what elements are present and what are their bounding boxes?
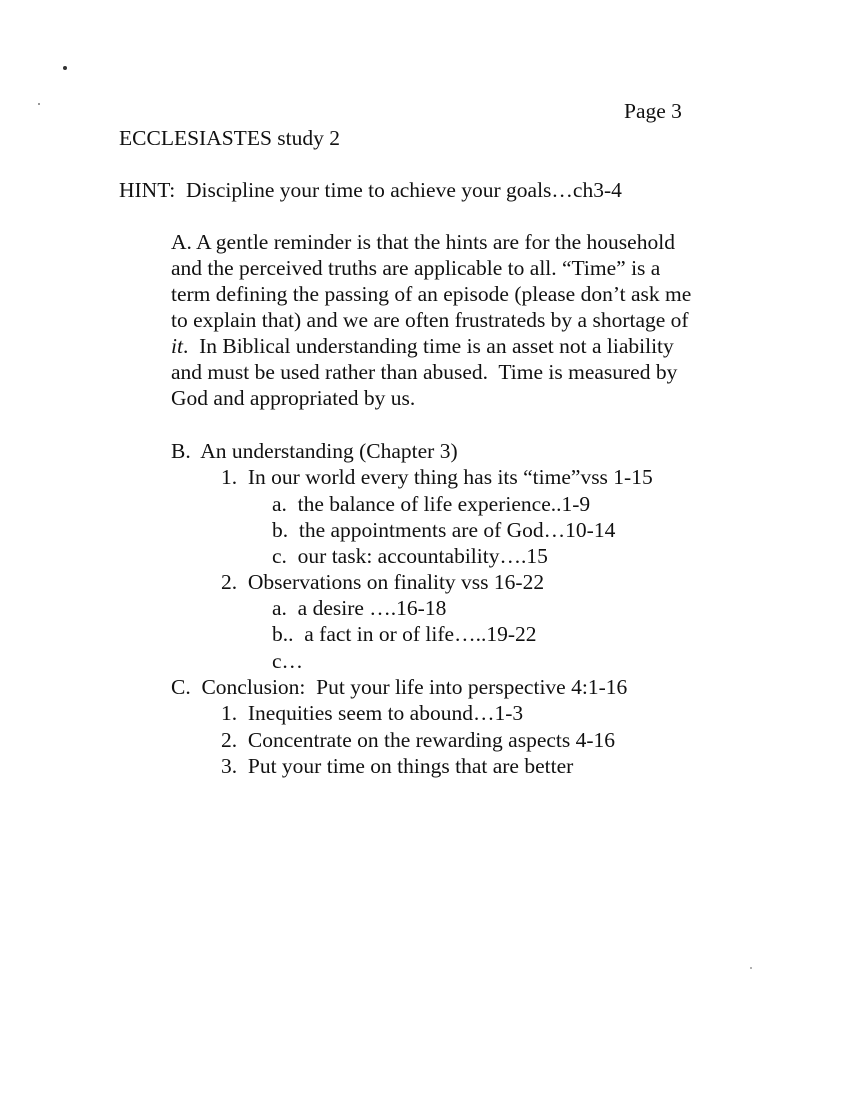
outline-subitem: b.. a fact in or of life…..19-22 bbox=[272, 622, 537, 646]
outline-item: 1. In our world every thing has its “time”vss 1-15 bbox=[221, 465, 653, 489]
hint-line: HINT: Discipline your time to achieve your goals…ch3-4 bbox=[119, 178, 622, 202]
paragraph-line: God and appropriated by us. bbox=[171, 386, 416, 410]
scan-speck bbox=[38, 103, 40, 105]
paragraph-line: A. A gentle reminder is that the hints are for the household bbox=[171, 230, 675, 254]
outline-heading-c: C. Conclusion: Put your life into perspective 4:1-16 bbox=[171, 675, 628, 699]
outline-subitem: c. our task: accountability….15 bbox=[272, 544, 548, 568]
outline-subitem: c… bbox=[272, 649, 304, 673]
paragraph-line: it. In Biblical understanding time is an asset not a liability bbox=[171, 334, 674, 358]
outline-item: 1. Inequities seem to abound…1-3 bbox=[221, 701, 524, 725]
outline-subitem: a. a desire ….16-18 bbox=[272, 596, 447, 620]
outline-item: 3. Put your time on things that are better bbox=[221, 754, 574, 778]
scan-speck bbox=[750, 967, 752, 969]
outline-item: 2. Observations on finality vss 16-22 bbox=[221, 570, 545, 594]
paragraph-line: to explain that) and we are often frustrateds by a shortage of bbox=[171, 308, 689, 332]
outline-subitem: a. the balance of life experience..1-9 bbox=[272, 492, 591, 516]
scan-speck bbox=[63, 66, 67, 70]
paragraph-line: and must be used rather than abused. Time is measured by bbox=[171, 360, 678, 384]
page-number: Page 3 bbox=[624, 99, 682, 123]
outline-subitem: b. the appointments are of God…10-14 bbox=[272, 518, 616, 542]
paragraph-line: term defining the passing of an episode (please don’t ask me bbox=[171, 282, 692, 306]
paragraph-line: and the perceived truths are applicable to all. “Time” is a bbox=[171, 256, 661, 280]
document-title: ECCLESIASTES study 2 bbox=[119, 126, 340, 150]
outline-item: 2. Concentrate on the rewarding aspects 4-16 bbox=[221, 728, 616, 752]
outline-heading-b: B. An understanding (Chapter 3) bbox=[171, 439, 458, 463]
